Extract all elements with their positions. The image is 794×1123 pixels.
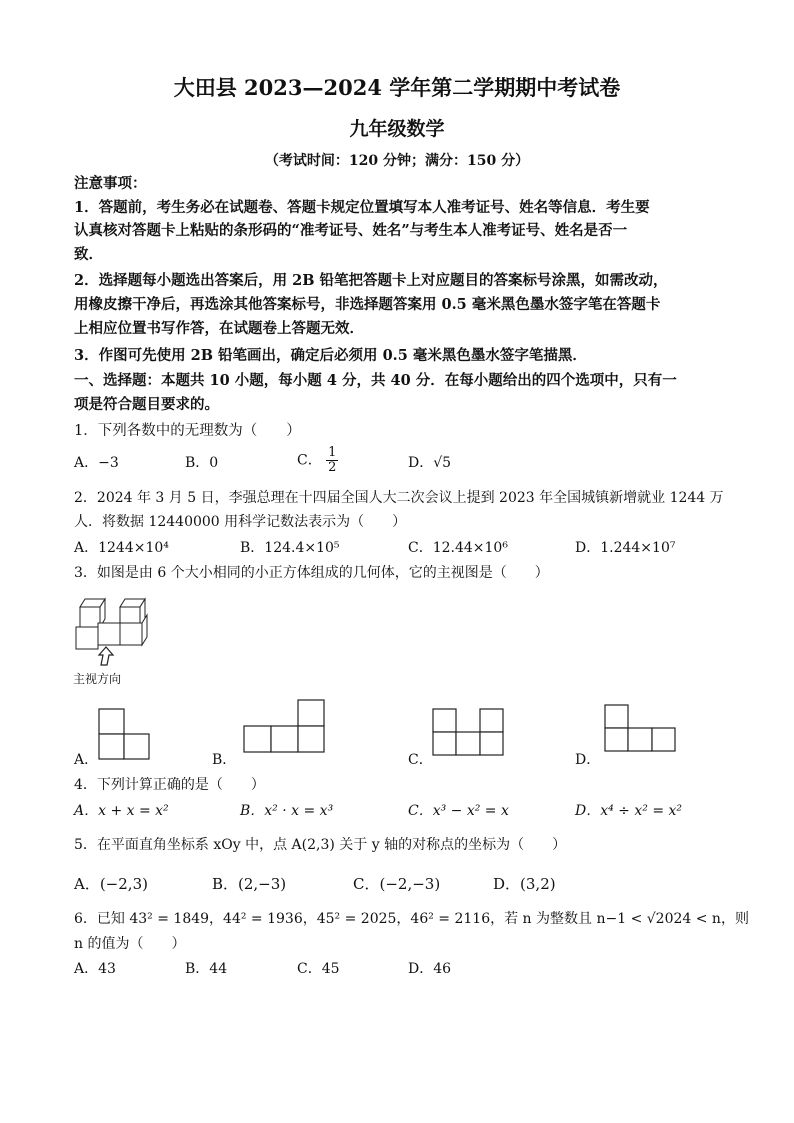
q4-option-b: B．x² · x = x³ [240, 803, 334, 819]
q6-option-c: C．45 [297, 961, 340, 977]
section-heading: 一、选择题：本题共 10 小题，每小题 4 分，共 40 分．在每小题给出的四个选项中，只有一 [74, 372, 677, 389]
q5-stem: 5．在平面直角坐标系 xOy 中，点 A(2,3) 关于 y 轴的对称点的坐标为（ ） [74, 837, 567, 853]
q4-option-c: C．x³ − x² = x [408, 803, 509, 819]
fraction-numerator: 1 [328, 445, 337, 460]
q3-option-b-figure [243, 699, 325, 753]
exam-subtitle: 九年级数学 [349, 118, 445, 140]
exam-title: 大田县 2023—2024 学年第二学期期中考试卷 [173, 75, 621, 100]
note-line: 用橡皮擦干净后，再选涂其他答案标号，非选择题答案用 0.5 毫米黑色墨水签字笔在答题卡 [74, 296, 661, 313]
q2-option-d: D．1.244×10⁷ [575, 540, 676, 556]
fraction-denominator: 2 [328, 460, 337, 475]
q2-option-a: A．1244×10⁴ [74, 540, 169, 556]
q2-option-c: C．12.44×10⁶ [408, 540, 508, 556]
q1-option-b: B．0 [185, 455, 219, 471]
note-line: 3．作图可先使用 2B 铅笔画出，确定后必须用 0.5 毫米黑色墨水签字笔描黑． [74, 347, 587, 364]
q3-option-d: D． [575, 752, 601, 768]
q5-option-c: C．(−2,−3) [353, 875, 441, 893]
q3-option-a-figure [98, 708, 150, 760]
section-heading: 项是符合题目要求的。 [74, 396, 219, 413]
q3-option-a: A． [74, 752, 99, 768]
notes-heading: 注意事项： [74, 175, 147, 192]
q2-stem: 2．2024 年 3 月 5 日，李强总理在十四届全国人大二次会议上提到 2023 年全国城镇新增就业 1244 万 [74, 490, 724, 506]
q4-stem: 4．下列计算正确的是（ ） [74, 777, 265, 793]
note-line: 认真核对答题卡上粘贴的条形码的“准考证号、姓名”与考生本人准考证号、姓名是否一 [74, 222, 628, 239]
q2-stem: 人．将数据 12440000 用科学记数法表示为（ ） [74, 514, 407, 530]
q6-option-d: D．46 [408, 961, 452, 977]
q3-option-d-figure [604, 704, 676, 752]
q6-option-a: A．43 [74, 961, 116, 977]
note-line: 上相应位置书写作答，在试题卷上答题无效． [74, 320, 364, 337]
q3-option-c-figure [432, 708, 504, 756]
q2-option-b: B．124.4×10⁵ [240, 540, 340, 556]
q1-stem: 1．下列各数中的无理数为（ ） [74, 423, 301, 439]
q5-option-a: A．(−2,3) [74, 875, 148, 893]
q5-option-b: B．(2,−3) [212, 875, 287, 893]
q1-option-c [297, 446, 338, 475]
q6-stem: 6．已知 43² = 1849，44² = 1936，45² = 2025，46² = 2116，若 n 为整数且 n−1 < √2024 < n，则 [74, 911, 749, 927]
q3-option-b: B． [212, 752, 237, 768]
q3-caption: 主视方向 [73, 672, 122, 686]
q1-option-d: D．√5 [408, 455, 452, 471]
q1-option-c-label: C． [297, 452, 322, 469]
q1-option-a: A．−3 [74, 455, 119, 471]
q3-option-c: C． [408, 752, 433, 768]
exam-info: （考试时间：120 分钟；满分：150 分） [264, 153, 530, 169]
q6-stem: n 的值为（ ） [74, 936, 186, 952]
note-line: 致． [74, 246, 103, 263]
q3-stem: 3．如图是由 6 个大小相同的小正方体组成的几何体，它的主视图是（ ） [74, 565, 549, 581]
q6-option-b: B．44 [185, 961, 228, 977]
q4-option-d: D．x⁴ ÷ x² = x² [575, 803, 683, 819]
note-line: 1．答题前，考生务必在试题卷、答题卡规定位置填写本人准考证号、姓名等信息．考生要 [74, 199, 650, 216]
note-line: 2．选择题每小题选出答案后，用 2B 铅笔把答题卡上对应题目的答案标号涂黑，如需改动， [74, 272, 668, 289]
q5-option-d: D．(3,2) [493, 875, 556, 893]
fraction [326, 446, 338, 475]
q4-option-a: A．x + x = x² [74, 803, 169, 819]
view-direction-arrow [96, 645, 116, 671]
